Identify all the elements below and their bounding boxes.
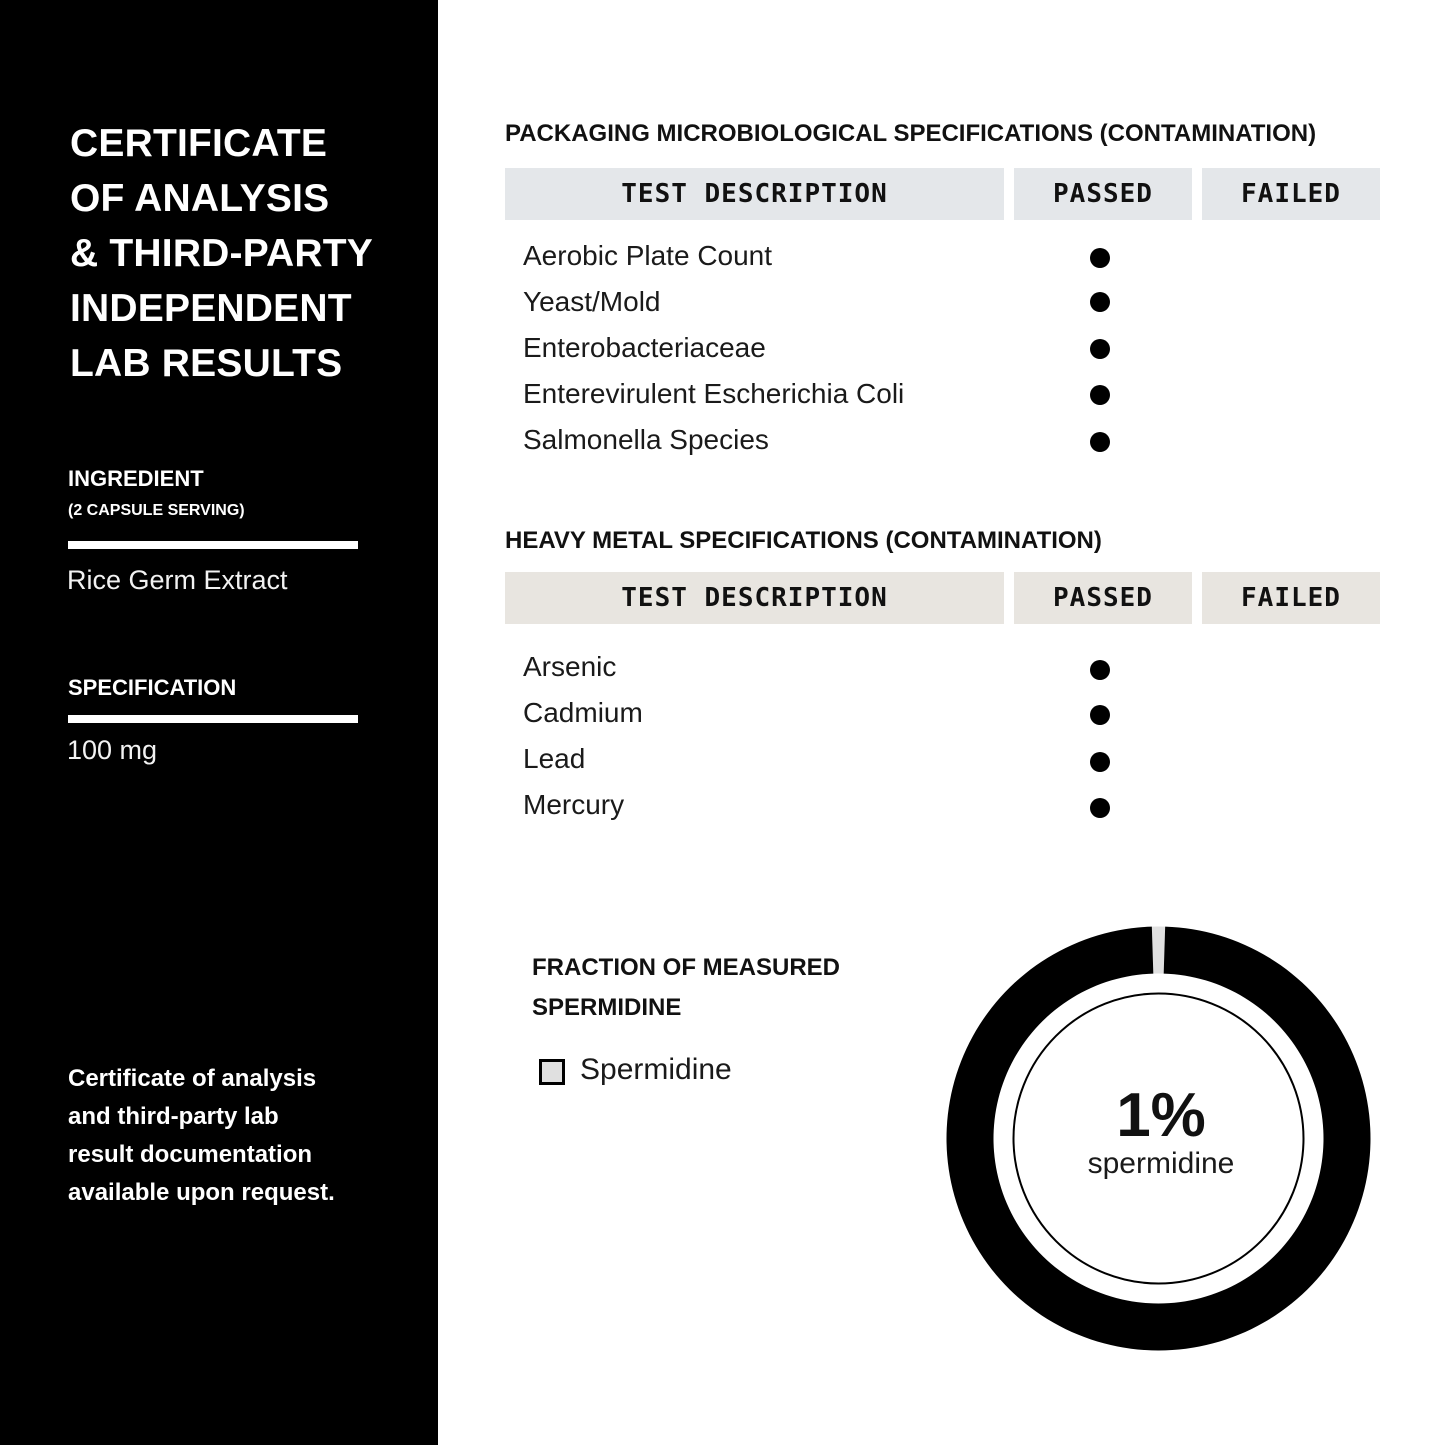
fraction-title xyxy=(532,948,892,1028)
microbiological-heading: PACKAGING MICROBIOLOGICAL SPECIFICATIONS (CONTAMINATION) xyxy=(505,120,1317,147)
ingredient-label: INGREDIENT xyxy=(68,466,204,491)
title-line: CERTIFICATE xyxy=(70,122,328,165)
note-line: result documentation xyxy=(68,1141,313,1168)
spermidine-slice xyxy=(1152,927,1165,974)
title-line: LAB RESULTS xyxy=(70,342,343,385)
ingredient-value: Rice Germ Extract xyxy=(67,565,288,595)
micro-test-label: Enterobacteriaceae xyxy=(523,332,766,363)
specification-divider xyxy=(68,715,358,723)
heavy-metal-heading: HEAVY METAL SPECIFICATIONS (CONTAMINATION) xyxy=(505,527,1102,554)
document-title xyxy=(70,116,410,391)
metal-test-label: Mercury xyxy=(523,789,625,820)
metal-header-test-description: TEST DESCRIPTION xyxy=(505,572,1004,624)
metal-header-passed: PASSED xyxy=(1014,572,1192,624)
specification-label: SPECIFICATION xyxy=(68,675,237,700)
passed-indicator xyxy=(1090,292,1110,312)
micro-test-label: Aerobic Plate Count xyxy=(523,240,773,271)
note-line: and third-party lab xyxy=(68,1103,279,1130)
ingredient-divider xyxy=(68,541,358,549)
ingredient-sublabel: (2 CAPSULE SERVING) xyxy=(68,502,245,519)
micro-header-passed: PASSED xyxy=(1014,168,1192,220)
passed-indicator xyxy=(1090,798,1110,818)
sidebar xyxy=(0,0,438,1445)
micro-test-label: Yeast/Mold xyxy=(523,286,661,317)
fraction-title-line: SPERMIDINE xyxy=(532,994,682,1021)
specification-value: 100 mg xyxy=(67,735,158,765)
metal-test-label: Lead xyxy=(523,743,586,774)
passed-indicator xyxy=(1090,752,1110,772)
passed-indicator xyxy=(1090,385,1110,405)
fraction-title-line: FRACTION OF MEASURED xyxy=(532,954,840,981)
percent-value: 1% xyxy=(1116,1081,1206,1150)
passed-indicator xyxy=(1090,705,1110,725)
passed-indicator xyxy=(1090,432,1110,452)
title-line: & THIRD-PARTY xyxy=(70,232,374,275)
percent-label: spermidine xyxy=(1087,1147,1235,1180)
metal-test-label: Cadmium xyxy=(523,697,643,728)
passed-indicator xyxy=(1090,339,1110,359)
legend-label: Spermidine xyxy=(580,1053,732,1086)
metal-header-failed: FAILED xyxy=(1202,572,1380,624)
metal-test-label: Arsenic xyxy=(523,651,617,682)
micro-header-failed: FAILED xyxy=(1202,168,1380,220)
micro-test-label: Salmonella Species xyxy=(523,424,769,455)
title-line: OF ANALYSIS xyxy=(70,177,330,220)
micro-test-label: Enterevirulent Escherichia Coli xyxy=(523,378,905,409)
passed-indicator xyxy=(1090,660,1110,680)
note-line: available upon request. xyxy=(68,1179,335,1206)
note-line: Certificate of analysis xyxy=(68,1065,317,1092)
micro-header-test-description: TEST DESCRIPTION xyxy=(505,168,1004,220)
passed-indicator xyxy=(1090,248,1110,268)
title-line: INDEPENDENT xyxy=(70,287,352,330)
legend-swatch xyxy=(539,1059,565,1085)
availability-note xyxy=(68,1060,388,1212)
